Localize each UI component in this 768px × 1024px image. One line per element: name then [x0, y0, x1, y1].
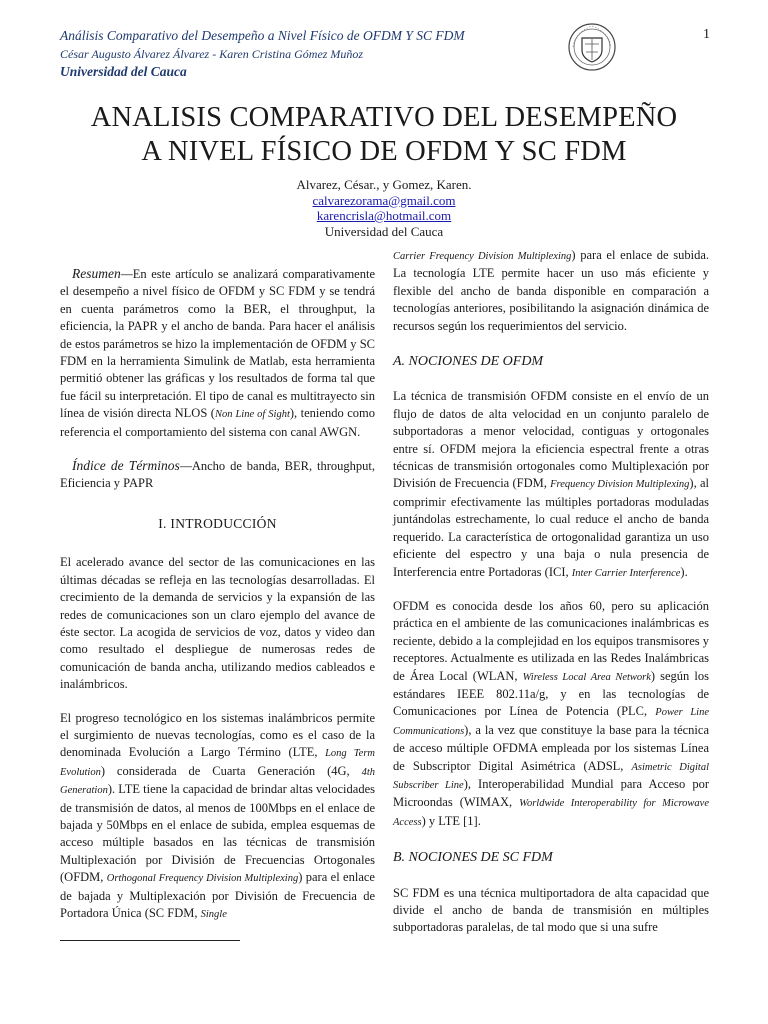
footnote-rule — [60, 940, 240, 941]
subsection-heading-ofdm: A. NOCIONES DE OFDM — [393, 354, 544, 370]
paper-title — [60, 101, 708, 169]
left-column — [60, 265, 375, 923]
email-link-1[interactable]: calvarezorama@gmail.com — [312, 192, 456, 208]
header-authors: César Augusto Álvarez Álvarez - Karen Cristina Gómez Muñoz — [60, 47, 364, 61]
ofdm-paragraph-1: La técnica de transmisión OFDM consiste en el envío de un flujo de datos de alta velocidad en un conjunto paralelo de subportadoras a menor velocidad, contiguas y ortogonales entre sí. OFDM mejora la eficiencia espectral frente a otras técnicas de transmisión ortogonales como Multiplexación por División de Frecuencia (FDM, Frequency Division Multiplexing), al comprimir efectivamente las múltiples portadoras moduladas juntándolas estrechamente, lo cual reduce el ancho de banda requerido. La característica de ortogonalidad garantiza un uso eficiente del espectro y una baja o nula presencia de Interferencia entre Portadoras (ICI, Inter Carrier Interference). — [393, 389, 709, 579]
abstract: Resumen—En este artículo se analizará comparativamente el desempeño a nivel físico de OFDM y SC FDM y se tendrá en cuenta parámetros como la BER, el throughput, la eficiencia, la PAPR y el ancho de banda. Para hacer el análisis de estos parámetros se hizo la implementación de OFDM y SC FDM en la herramienta Simulink de Matlab, esta herramienta permitió obtener las gráficas y los resultados de forma tal que fue fácil su interpretación. El tipo de canal es multitrayecto sin línea de visión directa NLOS (Non Line of Sight), teniendo como referencia el comportamiento del sistema con canal AWGN. — [60, 266, 375, 439]
section-heading-introduction: I. INTRODUCCIÓN — [158, 515, 277, 531]
subsection-heading-scfdm: B. NOCIONES DE SC FDM — [393, 850, 553, 866]
lte-continuation-paragraph: Carrier Frequency Division Multiplexing) para el enlace de subida. La tecnología LTE permite hacer un uso más eficiente y flexible del ancho de banda disponible en comparación a tecnologías anteriores, posibilitando la asignación dinámica de recursos según los requerimientos del servicio. — [393, 248, 709, 333]
author-block — [60, 177, 708, 239]
title-line-2: A NIVEL FÍSICO DE OFDM Y SC FDM — [141, 136, 627, 167]
abstract-lead: Resumen— — [72, 266, 133, 281]
ofdm-paragraph-2: OFDM es conocida desde los años 60, pero su aplicación práctica en el ambiente de las comunicaciones inalámbricas es reciente, debido a la complejidad en los equipos transmisores y receptores. Actualmente es utilizada en las Redes Inalámbricas de Área Local (WLAN, Wireless Local Area Network) según los estándares IEEE 802.11a/g, y en las tecnologías de Comunicaciones por Línea de Potencia (PLC, Power Line Communications), a la vez que constituye la base para la técnica de acceso múltiple OFDMA empleada por los sistemas Línea de Subscriptor Digital Asimétrica (ADSL, Asimetric Digital Subscriber Line), Interoperabilidad Mundial para Acceso por Microondas (WIMAX, Worldwide Interoperability for Microwave Access) y LTE [1]. — [393, 598, 709, 828]
intro-paragraph-1: El acelerado avance del sector de las comunicaciones en las últimas décadas se refleja en las tecnologías desarrolladas. El crecimiento de la demanda de servicios y la expansión de las redes de comunicaciones son un claro ejemplo del avance de éste sector. La acogida de servicios de voz, datos y video dan como resultado el despliegue de numerosas redes de comunicación de banda ancha, utilizando medios cableados e inalámbricos. — [60, 555, 375, 692]
header-university: Universidad del Cauca — [60, 64, 187, 79]
right-column — [393, 247, 709, 937]
running-header — [60, 27, 580, 81]
author-affiliation: Universidad del Cauca — [324, 223, 444, 239]
scfdm-paragraph-1: SC FDM es una técnica multiportadora de alta capacidad que divide el ancho de banda de transmisión en múltiples subportadoras paralelas, de tal modo que si una sufre — [393, 885, 709, 935]
author-names: Alvarez, César., y Gomez, Karen. — [296, 177, 472, 192]
header-paper-title: Análisis Comparativo del Desempeño a Nivel Físico de OFDM Y SC FDM — [60, 28, 465, 43]
index-terms-lead: Índice de Términos— — [72, 458, 192, 474]
page-number: 1 — [703, 27, 710, 42]
index-terms: Índice de Términos—Ancho de banda, BER, throughput, Eficiencia y PAPR — [60, 458, 376, 491]
email-link-2[interactable]: karencrisla@hotmail.com — [316, 208, 452, 223]
title-line-1: ANALISIS COMPARATIVO DEL DESEMPEÑO — [90, 102, 678, 133]
intro-paragraph-2: El progreso tecnológico en los sistemas inalámbricos permite el surgimiento de nuevas tecnologías, como es el caso de la denominada Evolución a Largo Término (LTE, Long Term Evolution) considerada de Cuarta Generación (4G, 4th Generation). LTE tiene la capacidad de brindar altas velocidades de transmisión de datos, al menos de 100Mbps en el enlace de bajada y 50Mbps en el enlace de subida, emplea esquemas de acceso múltiple basados en las técnicas de transmisión Multiplexación por División de Frecuencias Ortogonales (OFDM, Orthogonal Frequency Division Multiplexing) para el enlace de bajada y Multiplexación por División de Frecuencia de Portadora Única (SC FDM, Single — [60, 710, 375, 920]
university-seal-icon — [567, 22, 617, 72]
